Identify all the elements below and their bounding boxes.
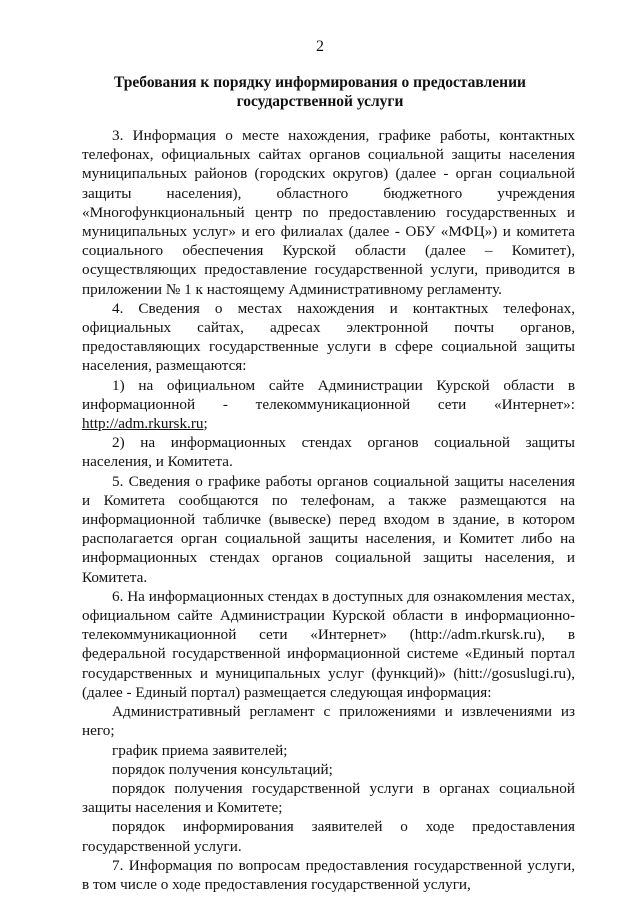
paragraph-6-item-regulation: Административный регламент с приложениями и извлечениями из него; xyxy=(82,703,575,740)
paragraph-6-item-schedule: график приема заявителей; xyxy=(112,741,288,759)
item-1-end: ; xyxy=(203,415,208,433)
title-line-1: Требования к порядку информирования о предоставлении xyxy=(114,74,526,91)
document-body xyxy=(82,126,575,894)
paragraph-6-item-informing: порядок информирования заявителей о ходе предоставления государственной услуги. xyxy=(82,818,575,855)
paragraph-7: 7. Информация по вопросам предоставления государственной услуги, в том числе о ходе предоставления государственной услуги, xyxy=(82,856,575,893)
paragraph-4: 4. Сведения о местах нахождения и контактных телефонах, официальных сайтах, адресах электронной почты органов, предоставляющих государственные услуги в сфере социальной защиты населения, размещаются: xyxy=(82,299,575,375)
paragraph-5: 5. Сведения о графике работы органов социальной защиты населения и Комитета сообщаются по телефонам, а также размещаются на информационной табличке (вывеске) перед входом в здание, в котором располагается орган социальной защиты населения, и Комитет либо на информационных стендах органов социальной защиты населения, и Комитета. xyxy=(82,472,575,586)
site-link[interactable]: http://adm.rkursk.ru xyxy=(82,415,204,433)
section-title xyxy=(80,73,560,111)
paragraph-6-item-consultations: порядок получения консультаций; xyxy=(112,760,333,778)
paragraph-4-item-2: 2) на информационных стендах органов социальной защиты населения, и Комитета. xyxy=(82,434,575,471)
paragraph-6: 6. На информационных стендах в доступных для ознакомления местах, официальном сайте Администрации Курской области в информационно-телекоммуникационной сети «Интернет» (http://adm.rkursk.ru), в федеральной государственной информационной системе «Единый портал государственных и муниципальных услуг (функций)» (hitt://gosuslugi.ru), (далее - Единый портал) размещается следующая информация: xyxy=(82,587,575,701)
paragraph-6-item-procedure: порядок получения государственной услуги в органах социальной защиты населения и Комитете; xyxy=(82,779,575,817)
paragraph-3: 3. Информация о месте нахождения, графике работы, контактных телефонах, официальных сайтах органов социальной защиты населения муниципальных районов (городских округов) (далее - орган социальной защиты населения), областного бюджетного учреждения «Многофункциональный центр по предоставлению государственных и муниципальных услуг» и его филиалах (далее - ОБУ «МФЦ») и комитета социального обеспечения Курской области (далее – Комитет), осуществляющих предоставление государственной услуги, приводится в приложении № 1 к настоящему Административному регламенту. xyxy=(82,127,575,298)
title-line-2: государственной услуги xyxy=(236,93,404,110)
page-number: 2 xyxy=(316,38,324,55)
paragraph-4-item-1 xyxy=(82,376,575,434)
item-1-text: 1) на официальном сайте Администрации Курской области в информационной - телекоммуникационной сети «Интернет»: xyxy=(82,376,575,413)
